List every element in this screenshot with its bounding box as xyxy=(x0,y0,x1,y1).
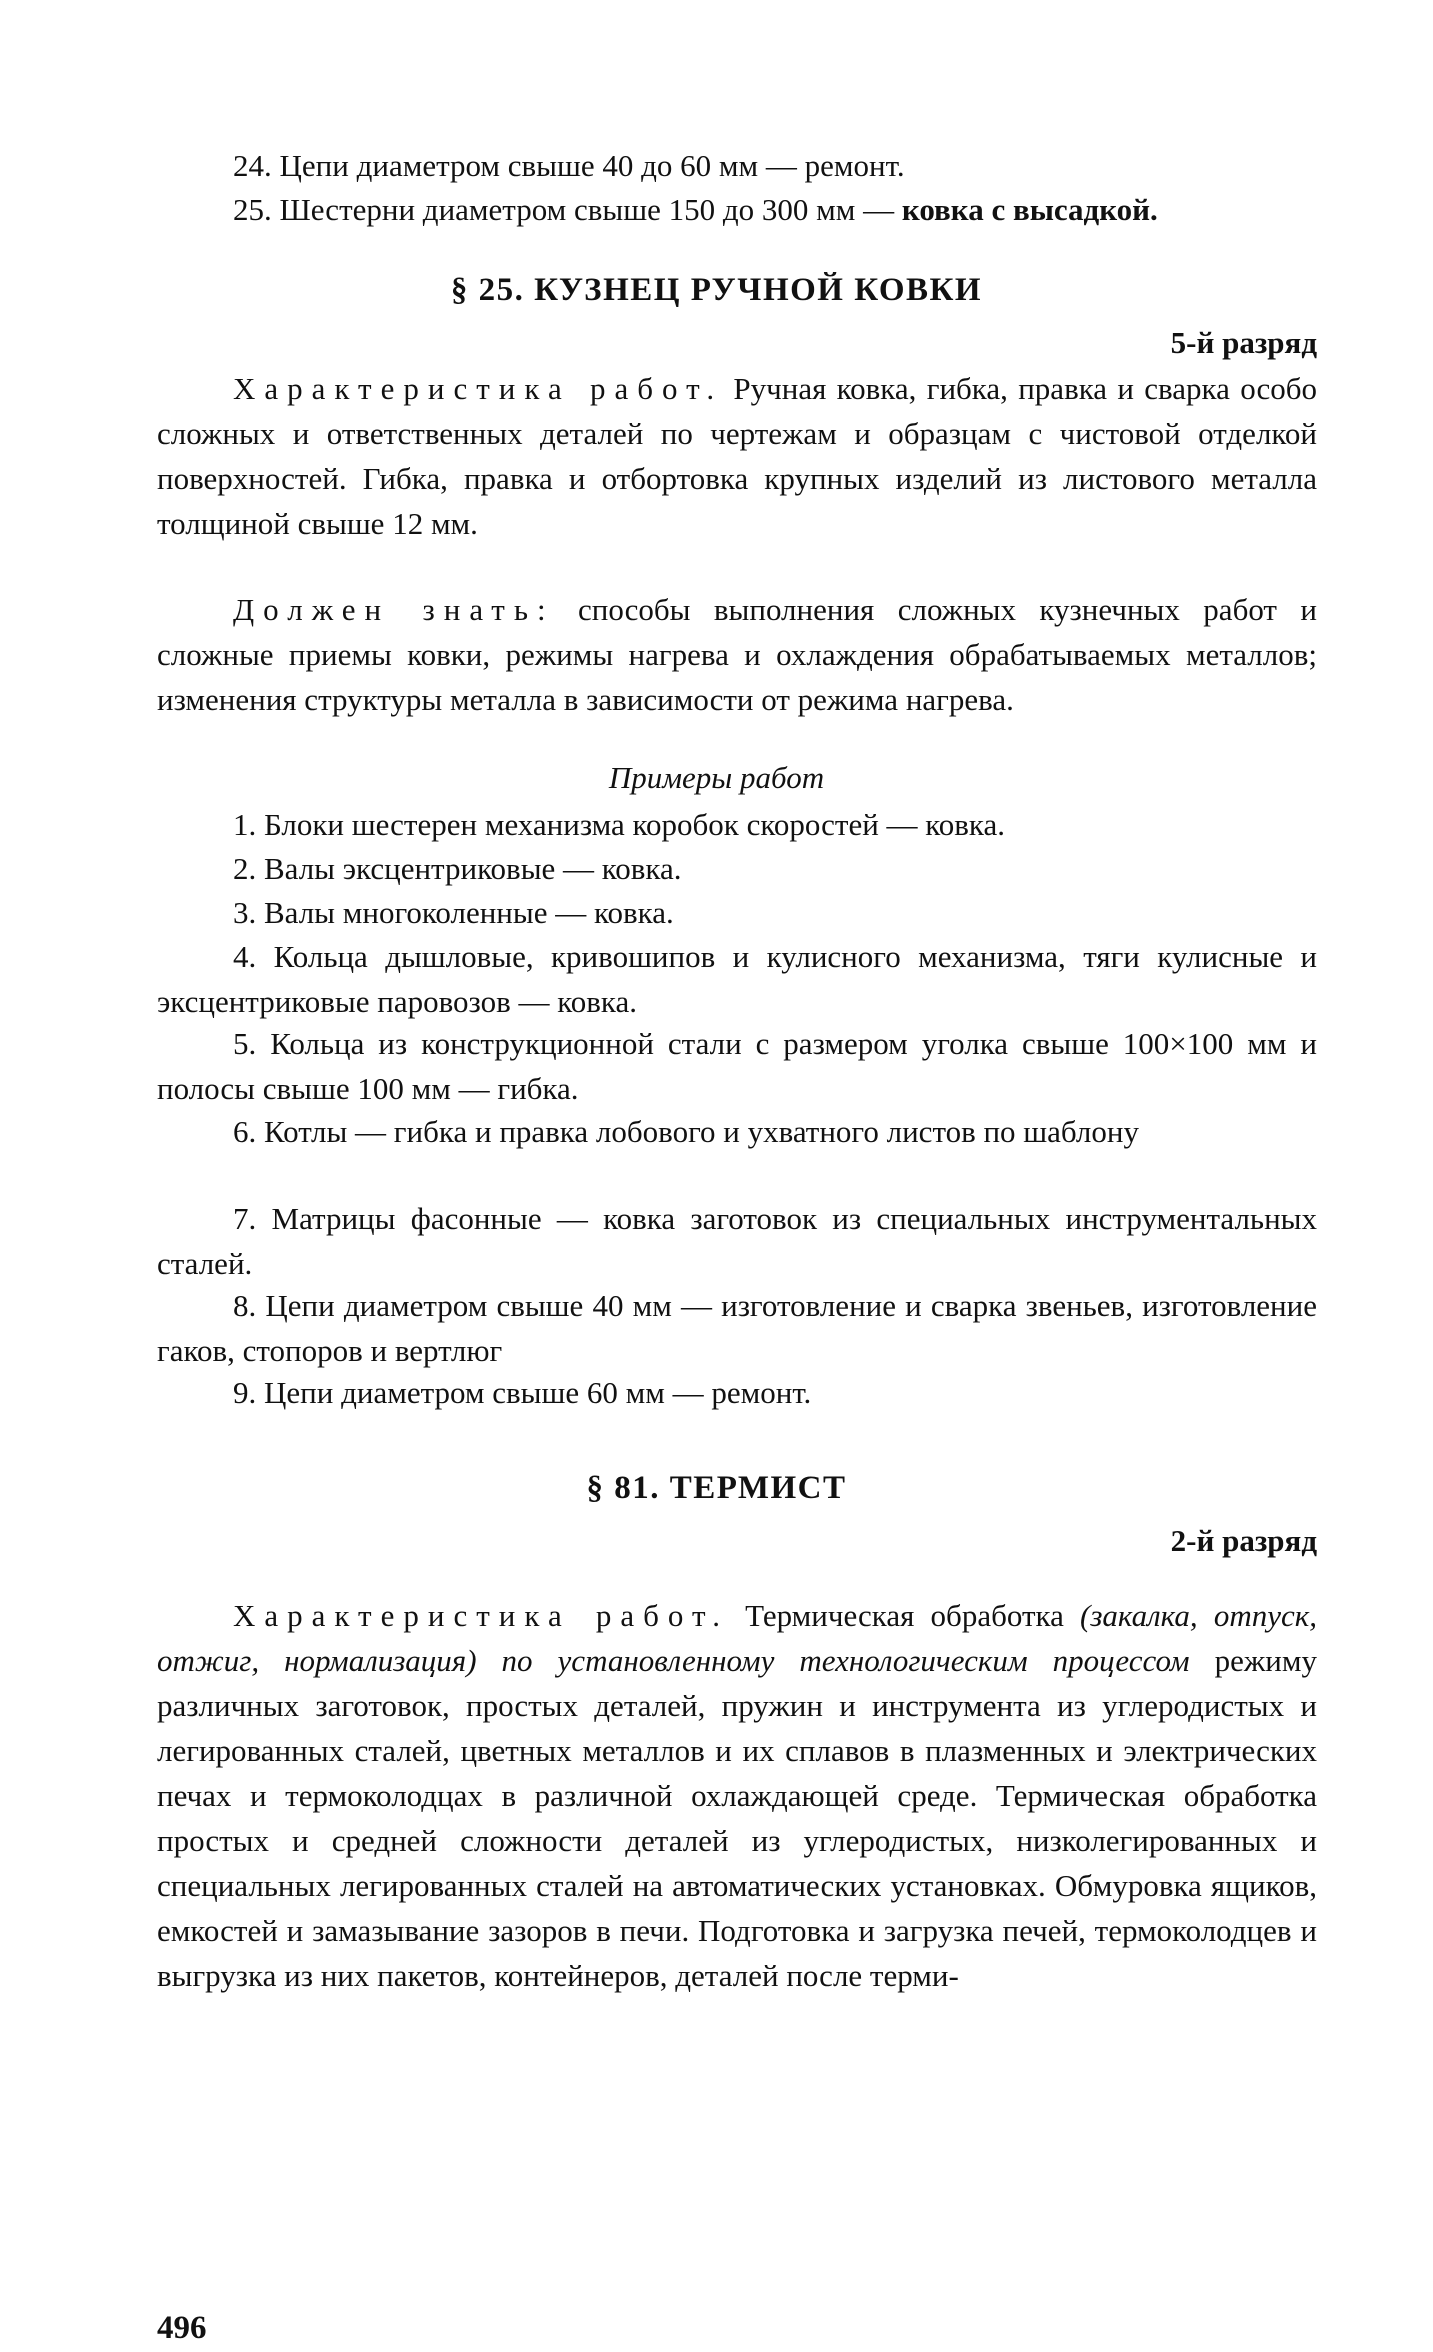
example-item: 1. Блоки шестерен механизма коробок скоростей — ковка. xyxy=(233,807,1006,842)
list-item: 24. Цепи диаметром свыше 40 до 60 мм — ремонт. xyxy=(233,148,905,183)
example-item: 6. Котлы — гибка и правка лобового и ухватного листов по шаблону xyxy=(233,1114,1139,1149)
grade-label: 5-й разряд xyxy=(1170,325,1317,360)
work-characteristics: Характеристика работ. Термическая обработка (закалка, отпуск, отжиг, нормализация) по установленному технологическим процессом режиму различных заготовок, простых деталей, пружин и инструмента из углеродистых и легированных сталей, цветных металлов и их сплавов в плазменных и электрических печах и термоколодцах в различной охлаждающей среде. Термическая обработка простых и средней сложности деталей из углеродистых, низколегированных и специальных легированных сталей на автоматических установках. Обмуровка ящиков, емкостей и замазывание зазоров в печи. Подготовка и загрузка печей, термоколодцев и выгрузка из них пакетов, контейнеров, деталей после терми- xyxy=(157,1598,1317,1993)
example-item: 2. Валы эксцентриковые — ковка. xyxy=(233,851,682,886)
work-characteristics: Характеристика работ. Ручная ковка, гибка, правка и сварка особо сложных и ответственных деталей по чертежам и образцам с чистовой отделкой поверхностей. Гибка, правка и отбортовка крупных изделий из листового металла толщиной свыше 12 мм. xyxy=(157,371,1317,541)
page-number: 496 xyxy=(157,2310,207,2346)
grade-label: 2-й разряд xyxy=(1170,1523,1317,1558)
example-item: 5. Кольца из конструкционной стали с размером уголка свыше 100×100 мм и полосы свыше 100 мм — гибка. xyxy=(157,1026,1317,1106)
required-knowledge: Должен знать: способы выполнения сложных кузнечных работ и сложные приемы ковки, режимы нагрева и охлаждения обрабатываемых металлов; изменения структуры металла в зависимости от режима нагрева. xyxy=(157,592,1317,717)
section-heading: § 81. ТЕРМИСТ xyxy=(586,1470,847,1506)
examples-title: Примеры работ xyxy=(608,760,825,795)
example-item: 7. Матрицы фасонные — ковка заготовок из специальных инструментальных сталей. xyxy=(157,1201,1317,1281)
example-item: 3. Валы многоколенные — ковка. xyxy=(233,895,674,930)
example-item: 4. Кольца дышловые, кривошипов и кулисного механизма, тяги кулисные и эксцентриковые паровозов — ковка. xyxy=(157,939,1317,1019)
section-heading: § 25. КУЗНЕЦ РУЧНОЙ КОВКИ xyxy=(450,272,983,308)
list-item: 25. Шестерни диаметром свыше 150 до 300 мм — ковка с высадкой. xyxy=(233,192,1158,227)
example-item: 9. Цепи диаметром свыше 60 мм — ремонт. xyxy=(233,1375,812,1410)
example-item: 8. Цепи диаметром свыше 40 мм — изготовление и сварка звеньев, изготовление гаков, стопоров и вертлюг xyxy=(157,1288,1317,1368)
